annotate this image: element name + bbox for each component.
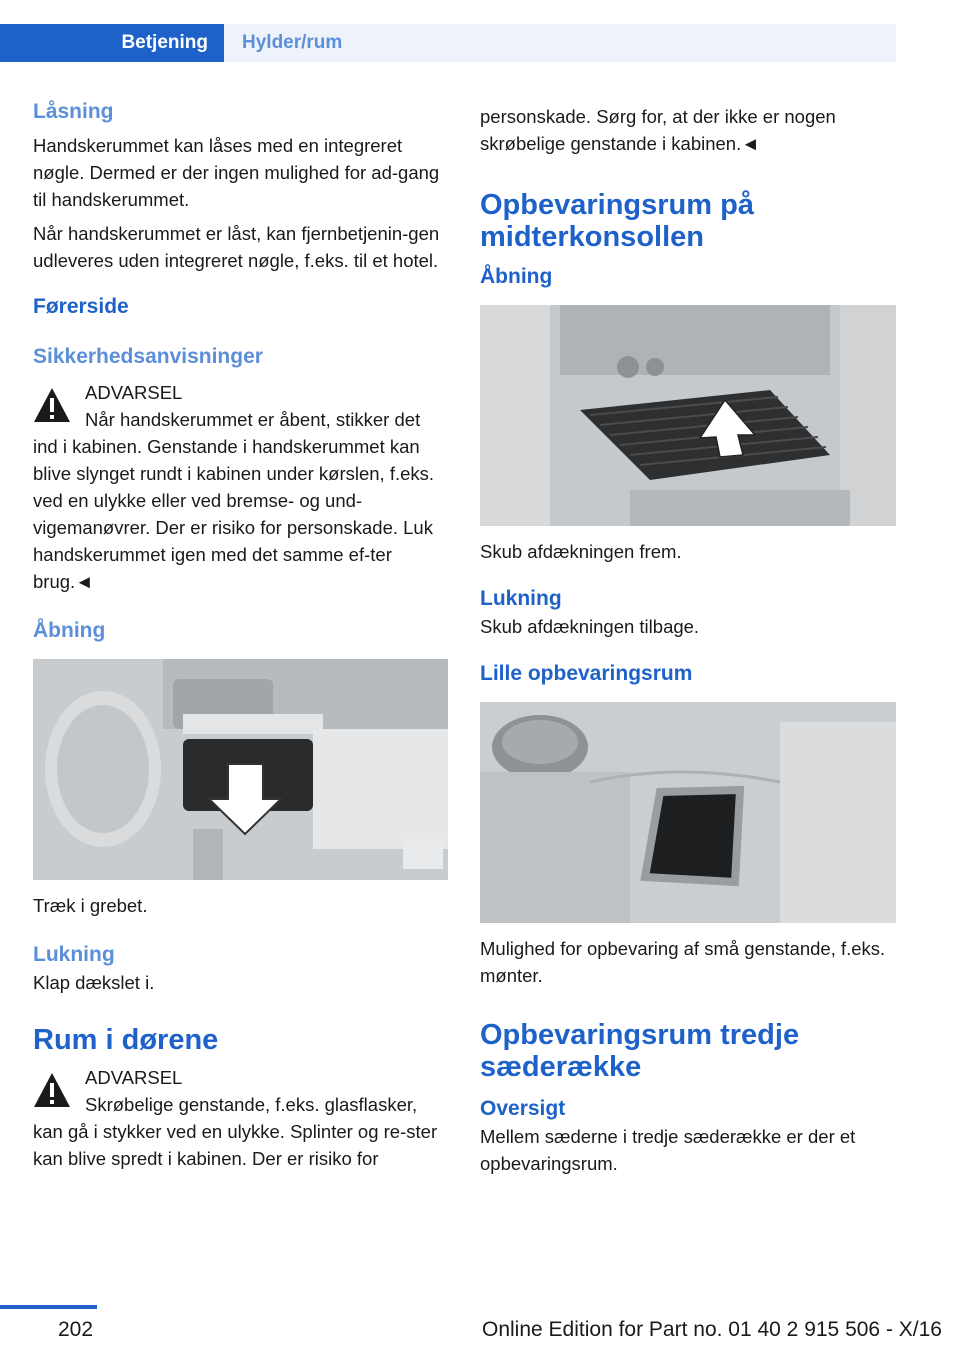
text-lukning-left: Klap dækslet i. (33, 972, 155, 993)
heading-sikkerhedsanvisninger: Sikkerhedsanvisninger (33, 345, 263, 368)
paragraph-laasning-1: Handskerummet kan låses med en integreret nøgle. Dermed er der ingen mulighed for ad-gang til handskerummet. (33, 135, 440, 210)
heading-forerside: Førerside (33, 295, 129, 318)
paragraph-continued: personskade. Sørg for, at der ikke er nogen skrøbelige genstande i kabinen.◄ (480, 106, 836, 154)
heading-abning-left: Åbning (33, 619, 106, 642)
footer-edition-text: Online Edition for Part no. 01 40 2 915 506 - X/16 (482, 1318, 942, 1341)
heading-tredje-saederaekke: Opbevaringsrum tredje sæderække (480, 1019, 800, 1083)
text-oversigt: Mellem sæderne i tredje sæderække er der et opbevaringsrum. (480, 1126, 856, 1174)
heading-oversigt: Oversigt (480, 1097, 566, 1120)
warning-text-2: Skrøbelige genstande, f.eks. glasflasker, kan gå i stykker ved en ulykke. Splinter og re-ster kan blive spredt i kabinen. Der er risiko for (33, 1094, 438, 1169)
warning-block-2 (33, 1064, 448, 1172)
photo-small-storage (480, 702, 896, 923)
warning-label-1: ADVARSEL (85, 382, 183, 403)
warning-label-2: ADVARSEL (85, 1067, 183, 1088)
photo-glovebox-handle (33, 659, 448, 880)
tab-hylder-rum[interactable]: Hylder/rum (224, 24, 896, 62)
heading-laasning: Låsning (33, 100, 114, 123)
paragraph-laasning-2: Når handskerummet er låst, kan fjernbetjenin-gen udleveres uden integreret nøgle, f.eks. til et hotel. (33, 223, 440, 271)
photo-center-console (480, 305, 896, 526)
caption-photo-2: Skub afdækningen frem. (480, 541, 682, 562)
warning-triangle-icon (33, 1072, 71, 1108)
caption-photo-3: Mulighed for opbevaring af små genstande, f.eks. mønter. (480, 938, 886, 986)
heading-midterkonsol: Opbevaringsrum på midterkonsollen (480, 189, 754, 253)
footer-accent-line (0, 1305, 97, 1309)
page-header (0, 0, 896, 62)
heading-lukning-left: Lukning (33, 943, 115, 966)
text-lukning-right: Skub afdækningen tilbage. (480, 616, 700, 637)
heading-lille-opbevaringsrum: Lille opbevaringsrum (480, 662, 693, 685)
right-column (480, 103, 896, 1177)
heading-lukning-right: Lukning (480, 587, 562, 610)
heading-abning-right: Åbning (480, 265, 553, 288)
page-number: 202 (58, 1318, 94, 1341)
warning-triangle-icon (33, 387, 71, 423)
warning-text-1: Når handskerummet er åbent, stikker det ind i kabinen. Genstande i handskerummet kan blive slynget rundt i kabinen under kørslen, f.eks. ved en ulykke eller ved bremse- og und-vigemanøvrer. Der er risiko for personskade. Luk handskerummet igen med det samme ef-ter brug.◄ (33, 409, 435, 592)
heading-rum-i-dorene: Rum i dørene (33, 1024, 219, 1056)
tab-betjening[interactable]: Betjening (0, 24, 224, 62)
caption-photo-1: Træk i grebet. (33, 895, 148, 916)
warning-block-1 (33, 379, 448, 595)
left-column (33, 98, 448, 1172)
